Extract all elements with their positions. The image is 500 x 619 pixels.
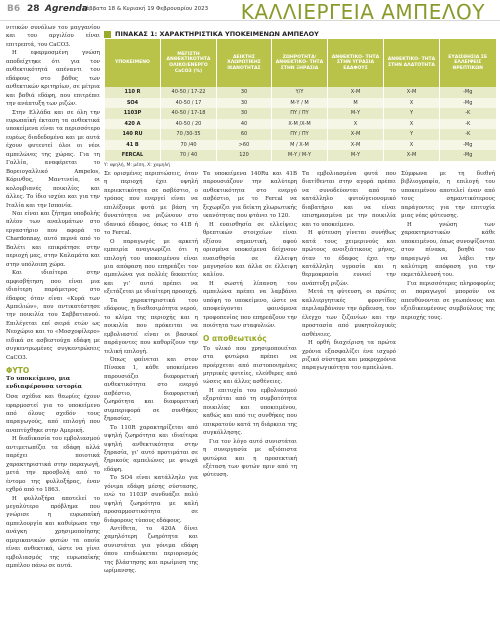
- table-cell: Μ-Υ / Μ-Υ: [272, 150, 328, 161]
- table-cell: 70 / 40: [161, 150, 217, 161]
- table-cell: Μ-Υ / Μ: [272, 98, 328, 109]
- table-cell: Χ-Μ: [384, 87, 440, 98]
- table-cell: 60: [217, 129, 272, 140]
- table-cell: Χ: [384, 140, 440, 151]
- subhead-title: Ο αποθεωτικός: [203, 333, 267, 343]
- table-row: [105, 87, 496, 98]
- table-cell: -Κ: [440, 129, 496, 140]
- article-column-1: [6, 24, 100, 614]
- table-header-row: [105, 39, 496, 87]
- paragraph: Η φύτευση γίνεται συνήθως κατά τους χειμερινούς και πρώτους ανοιξιάτικους μήνες, όταν το έδαφος έχει την κατάλληλη υγρασία και η θερμοκρασία ευνοεί την ανάπτυξη ριζών.: [302, 230, 396, 287]
- table-cell: Χ: [384, 119, 440, 130]
- column-header: ΥΠΟΚΕΙΜΕΝΟ: [105, 39, 161, 87]
- paragraph: Η επιτυχία του εμβολιασμού εξαρτάται από τη συμβατότητα ποικιλίας και υποκειμένου, καθώς και από τις συνθήκες που επικρατούν κατά τη διάρκεια της συγκόλλησης.: [203, 387, 297, 437]
- table-cell: >60: [217, 140, 272, 151]
- table-cell: Χ-Μ /Χ-Μ: [272, 119, 328, 130]
- table-cell: Μ-Υ: [328, 150, 384, 161]
- paragraph: Το SO4 είναι κατάλληλο για γόνιμα εδάφη μέσης σύστασης, ενώ το 1103P συνδυάζει πολύ υψηλή ζωηρότητα με καλή προσαρμοστικότητα σε διάφορους τύπους εδάφους.: [104, 475, 198, 524]
- column-header: ΔΕΙΚΤΗΣ ΧΛΩΡΩΤΙΚΗΣ ΙΚΑΝΟΤΗΤΑΣ: [217, 39, 272, 87]
- table-cell: 110 R: [105, 87, 161, 98]
- table-cell: -Mg: [440, 87, 496, 98]
- table-footnote: Υ: υψηλή, Μ: μέση, Χ: χαμηλή: [104, 162, 171, 168]
- article-column-5: [401, 170, 495, 614]
- rootstock-table: [104, 39, 496, 161]
- article-column-4: [302, 170, 396, 614]
- table-cell: 70 /40: [161, 140, 217, 151]
- table-cell: -Κ: [440, 108, 496, 119]
- section-code: B6: [7, 4, 21, 14]
- article-column-3: [203, 170, 297, 614]
- table-cell: Χ-Μ: [328, 140, 384, 151]
- article-column-2: [104, 170, 198, 614]
- table-cell: Υ: [384, 108, 440, 119]
- paragraph: Η ευαισθησία σε ελλείψεις θρεπτικών στοιχείων είναι εξίσου σημαντική, αφού ορισμένα υποκείμενα δείχνουν ευαισθησία σε έλλειψη μαγνησίου και άλλα σε έλλειψη καλίου.: [203, 221, 297, 279]
- table-cell: 40: [217, 119, 272, 130]
- table-cell: FERCAL: [105, 150, 161, 161]
- table-cell: 420 A: [105, 119, 161, 130]
- table-cell: 30: [217, 87, 272, 98]
- paragraph: Η εφαρμοσμένη γνώση αποδείχτηκε ότι για τον ανθεκτικότητά απέναντι του εδάφους στο βάθος των ανθεκτικών κριτηρίων, σε μέτρια και βαθιά εδάφη, που επιτρέπει την ανάπτυξη των ριζών.: [6, 50, 100, 108]
- table-cell: Χ-Μ: [328, 129, 384, 140]
- table-cell: Μ-Υ: [328, 108, 384, 119]
- paragraph: Τα υποκείμενα 140Ru και 41B παρουσιάζουν την καλύτερη ανθεκτικότητα στο ενεργό ασβέστιο, με το Fercal να ξεχωρίζει για δείκτη χλωρωτικής ικανότητας που φτάνει το 120.: [203, 171, 297, 220]
- paragraph: Το 110R χαρακτηρίζεται από υψηλή ζωηρότητα και ιδιαίτερα υψηλή ανθεκτικότητα στην ξηρασία, γι’ αυτό προτιμάται σε ξηρικούς αμπελώνες με φτωχά εδάφη.: [104, 424, 198, 473]
- column-header: ΜΕΓΙΣΤΗ ΑΝΘΕΚΤΙΚΟΤΗΤΑ ΟΛΙΚΟ/ΕΝΕΡΓΟ CaCO3 (%): [161, 39, 217, 87]
- table-cell: 120: [217, 150, 272, 161]
- table-cell: 40-50 / 17-18: [161, 108, 217, 119]
- paragraph: Όσα σχέδια και θεωρίες έχουν εφαρμοστεί για το υποκείμενο από όλους σχεδόν τους παραγωγούς, από επιλογή που αναπτύχθηκε στην Αμερική.: [6, 394, 100, 434]
- paragraph: Τα χαρακτηριστικά του εδάφους, η διαθεσιμότητα νερού, το κλίμα της περιοχής και η ποικιλία που πρόκειται να εμβολιαστεί είναι οι βασικοί παράγοντες που καθορίζουν την τελική επιλογή.: [104, 297, 198, 355]
- table-cell: 40-50 / 20: [161, 119, 217, 130]
- table-row: [105, 108, 496, 119]
- table-cell: 30: [217, 98, 272, 109]
- paragraph: Τα εμβολιασμένα φυτά που διατίθενται στην αγορά πρέπει να συνοδεύονται από το κατάλληλο φυτοϋγειονομικό διαβατήριο και να είναι επισημασμένα με την ποικιλία και το υποκείμενο.: [302, 171, 396, 228]
- table-cell: Μ / Χ-Μ: [272, 140, 328, 151]
- table-title: [104, 29, 495, 39]
- paragraph: Όπως φαίνεται και στον Πίνακα 1, κάθε υποκείμενο παρουσιάζει διαφορετική ανθεκτικότητα στο ενεργό ασβέστιο, διαφορετική ζωηρότητα και διαφορετική συμπεριφορά σε συνθήκες ξηρασίας.: [104, 356, 198, 423]
- table-cell: ΠΥ / ΠΥ: [272, 129, 328, 140]
- column-header: ΖΩΗΡΟΤΗΤΑ/ ΑΝΘΕΚΤΙΚΟ- ΤΗΤΑ ΣΤΗΝ ΞΗΡΑΣΙΑ: [272, 39, 328, 87]
- table-row: [105, 129, 496, 140]
- paragraph: Η διαδικασία του εμβολιασμού αντιμετωπίζει τα εδάφη αλλά παρέχει ποιοτικά χαρακτηριστικά στην παραγωγή, μετά την προσβολή από το έντομο της φυλλοξήρας, έναν εχθρό από το 1863.: [6, 436, 100, 494]
- table-cell: 140 RU: [105, 129, 161, 140]
- table-cell: -Mg: [440, 150, 496, 161]
- paragraph: Το υλικό που χρησιμοποιείται στα φυτώρια πρέπει να προέρχεται από πιστοποιημένες μητρικές φυτείες, ελεύθερες από ιώσεις και άλλες ασθένειες.: [203, 345, 297, 386]
- page-header: [0, 0, 500, 24]
- table-cell: Χ-Μ: [384, 150, 440, 161]
- table-cell: SO4: [105, 98, 161, 109]
- table-cell: 1103P: [105, 108, 161, 119]
- paragraph: Στην Ελλάδα και σε όλη την ευρωπαϊκή έκταση τα ανθεκτικά υποκείμενα είναι τα περισσότερο ευρέως διαδεδομένα και με αυτά έχουν φυτευτεί όλοι οι νέοι αμπελώνες της χώρας. Για τη Γαλλία, αναφέρεται το Βορειογαλλικό Ampelos, Κόρινθος, Μαντινεία, οι κολομβιανές ποικιλίες και άλλες. Το ίδιο ισχύει και για την Ιταλία και την Ισπανία.: [6, 109, 100, 209]
- table-row: [105, 150, 496, 161]
- page-number: 28: [27, 4, 40, 14]
- paragraph: Για περισσότερες πληροφορίες οι παραγωγοί μπορούν να απευθύνονται σε γεωπόνους και εξειδικευμένους συμβούλους της περιοχής τους.: [401, 280, 495, 321]
- table-cell: 30: [217, 108, 272, 119]
- paragraph: Η φυλλοξήρα αποτελεί το μεγαλύτερο πρόβλημα που γνώρισε η ευρωπαϊκή αμπελουργία και καθιέρωσε την ανάγκη χρησιμοποίησης αμερικανικών φυτών τα οποία είναι ανθεκτικά, ώστε να γίνει εμβολιασμός της ευρωπαϊκής αμπέλου πάνω σε αυτά.: [6, 495, 100, 570]
- column-header: ΕΥΑΙΣΘΗΣΙΑ ΣΕ ΕΛΛΕΙΨΕΙΣ ΘΡΕΠΤΙΚΩΝ: [440, 39, 496, 87]
- paragraph: Σε ορισμένες περιπτώσεις, όταν η περιοχή έχει υψηλή περιεκτικότητα σε ασβέστιο, ο τρόπος που ενεργεί είναι να επιλέξουμε φυτά με βάση τη δυνατότητα να ριζώνουν στο ιδανικό έδαφος, όπως το 41B ή το Fercal.: [104, 171, 198, 237]
- issue-date: Σάββατο 18 & Κυριακή 19 Φεβρουαρίου 2023: [82, 6, 209, 12]
- square-bullet-icon: [104, 31, 111, 38]
- table-row: [105, 119, 496, 130]
- table-cell: 40-50 / 17-22: [161, 87, 217, 98]
- paragraph: Αντίθετα, το 420A δίνει χαμηλότερη ζωηρότητα και συνιστάται για γόνιμα εδάφη όπου επιδιώκεται περιορισμός της βλάστησης και πρωίμιση της ωρίμανσης.: [104, 526, 198, 575]
- table-cell: -Mg: [440, 140, 496, 151]
- paragraph: Σύμφωνα με τη διεθνή βιβλιογραφία, η επιλογή του υποκειμένου αποτελεί έναν από τους σημαντικότερους παράγοντες για την επιτυχία μιας νέας φύτευσης.: [401, 171, 495, 220]
- table-cell: Υ: [384, 129, 440, 140]
- table-cell: -Κ: [440, 119, 496, 130]
- paragraph: Ο παραγωγός με αρκετή εμπειρία αναγνωρίζει ότι η επιλογή του υποκειμένου είναι μια απόφαση που επηρεάζει τον αμπελώνα για πολλές δεκαετίες και γι’ αυτό πρέπει να εξετάζεται με ιδιαίτερη προσοχή.: [104, 238, 198, 296]
- table-cell: 70 /30-35: [161, 129, 217, 140]
- publication-name: Agrenda: [45, 4, 88, 14]
- table-cell: Χ: [384, 98, 440, 109]
- table-row: [105, 98, 496, 109]
- table-cell: 40-50 / 17: [161, 98, 217, 109]
- paragraph: Η σωστή λίπανση του αμπελώνα πρέπει να λαμβάνει υπόψη το υποκείμενο, ώστε να αποφεύγονται φαινόμενα τροφοπενίας που επηρεάζουν την ποιότητα των σταφυλιών.: [203, 280, 297, 330]
- paragraph: Ναι είναι και ζήτημα υποβολής πλέον των αναλυμάτων στο εργαστήριο που αφορά το Chardonnay, αυτό περνά από το Βαλέτι και επικράτησε στην περιοχή μας, στην Καλαμάτα και στην υπόλοιπη χώρα.: [6, 210, 100, 268]
- table-cell: Χ-Μ: [328, 87, 384, 98]
- table-cell: -Mg: [440, 98, 496, 109]
- paragraph: Και ιδιαίτερα στην αμφισβήτηση που είναι μια ιδιαίτερη παράμετρος στο έδαφος όταν είναι «Κυρά των Αμπελιών», που αντικατέστησε την ποικιλία του Σαββατιανού. Επιλέγεται επί σειρά ετών ως Νεοχώριο και το «Μοσχοφίλερο» ειδικά σε ασβεστούχα εδάφη με συγκεντρωμένες συγκεντρώσεις CaCO3.: [6, 270, 100, 361]
- paragraph: νιτικών συνόλων του μαγγανίου και του αργιλίου είναι επιτρεπτά, του CaCO3.: [6, 25, 100, 48]
- paragraph: Η γνώση των χαρακτηριστικών κάθε υποκειμένου, όπως συνοψίζονται στον πίνακα, βοηθά τον παραγωγό να λάβει την καλύτερη απόφαση για την εκμετάλλευσή του.: [401, 221, 495, 279]
- paragraph: Μετά τη φύτευση, οι πρώτες καλλιεργητικές φροντίδες περιλαμβάνουν την άρδευση, τον έλεγχο των ζιζανίων και την προστασία από μυκητολογικές ασθένειες.: [302, 289, 396, 338]
- paragraph: Για τον λόγο αυτό συνιστάται η συνεργασία με αξιόπιστα φυτώρια και η προσεκτική εξέταση των φυτών πριν από τη φύτευση.: [203, 438, 297, 479]
- paragraph: Η ορθή διαχείριση τα πρώτα χρόνια εξασφαλίζει ένα ισχυρό ριζικό σύστημα και μακροχρόνια παραγωγικότητα του αμπελώνα.: [302, 340, 396, 372]
- table-title-text: ΠΙΝΑΚΑΣ 1: ΧΑΡΑΚΤΗΡΙΣΤΙΚΑ ΥΠΟΚΕΙΜΕΝΩΝ ΑΜΠΕΛΟΥ: [115, 30, 319, 38]
- column-header: ΑΝΘΕΚΤΙΚΟ- ΤΗΤΑ ΣΤΗΝ ΑΛΑΤΟΤΗΤΑ: [384, 39, 440, 87]
- rootstock-table-block: [104, 29, 495, 168]
- table-cell: Υ/Υ: [272, 87, 328, 98]
- table-cell: Χ: [328, 119, 384, 130]
- subhead-title: Το υποκείμενο, μια ενδιαφέρουσα ιστορία: [6, 376, 82, 391]
- table-cell: 41 B: [105, 140, 161, 151]
- column-header: ΑΝΘΕΚΤΙΚΟ- ΤΗΤΑ ΣΤΗΝ ΥΓΡΑΣΙΑ ΕΔΑΦΟΥΣ: [328, 39, 384, 87]
- table-cell: ΠΥ / ΠΥ: [272, 108, 328, 119]
- subhead-label: ΦΥΤΟ: [6, 366, 30, 376]
- section-title: ΚΑΛΛΙΕΡΓΕΙΑ ΑΜΠΕΛΟΥ: [240, 0, 485, 24]
- table-row: [105, 140, 496, 151]
- table-cell: Μ: [328, 98, 384, 109]
